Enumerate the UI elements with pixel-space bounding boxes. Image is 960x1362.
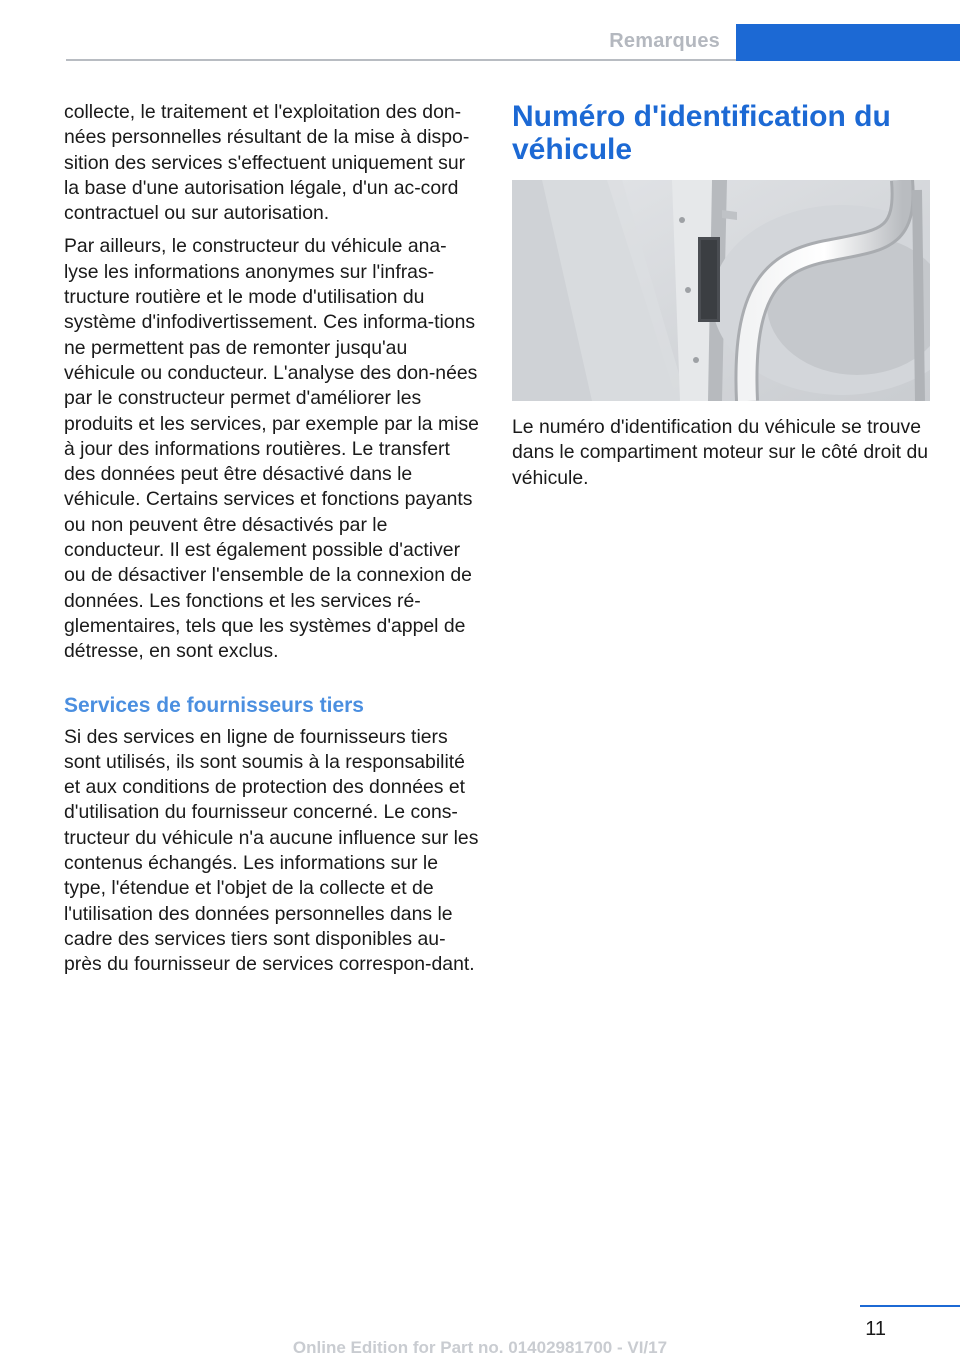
footer-rule <box>860 1305 960 1307</box>
engine-compartment-illustration-icon <box>512 180 930 401</box>
subheading-third-party-services: Services de fournisseurs tiers <box>64 693 364 717</box>
section-title: Remarques <box>609 30 720 52</box>
section-tab <box>736 24 960 61</box>
footer-edition-text: Online Edition for Part no. 01402981700 - VI/17 <box>292 1338 668 1357</box>
paragraph-anonymous-analysis: Par ailleurs, le constructeur du véhicule ana‐lyse les informations anonymes sur l'infras‐tructure routière et le mode d'utilisation du système d'infodivertissement. Ces informa‐tions ne permettent pas de remonter jusqu'au véhicule ou conducteur. L'analyse des don‐nées par le constructeur permet d'améliorer les produits et les services, par exemple par la mise à jour des informations routières. Le transfert des données peut être désactivé dans le véhicule. Certains services et fonctions payants ou non peuvent être désactivés par le conducteur. Il est également possible d'activer ou de désactiver l'ensemble de la connexion de données. Les fonctions et les services ré‐glementaires, tels que les systèmes d'appel de détresse, en sont exclus. <box>64 235 479 663</box>
paragraph-data-processing: collecte, le traitement et l'exploitation des don‐nées personnelles résultant de la mise à dispo‐sition des services s'effectuent uniquement sur la base d'une autorisation légale, d'un ac‐cord contractuel ou sur autorisation. <box>64 101 470 225</box>
header-rule <box>66 59 736 61</box>
paragraph-third-party-services: Si des services en ligne de fournisseurs tiers sont utilisés, ils sont soumis à la responsabilité et aux conditions de protection des données et d'utilisation du fournisseur concerné. Le cons‐tructeur du véhicule n'a aucune influence sur les contenus échangés. Les informations sur le type, l'étendue et l'objet de la collecte et de l'utilisation des données personnelles dans le cadre des services tiers sont disponibles au‐près du fournisseur de services correspon‐dant. <box>64 725 479 976</box>
left-column <box>64 100 480 986</box>
paragraph-vin-location: Le numéro d'identification du véhicule se trouve dans le compartiment moteur sur le côté droit du véhicule. <box>512 416 929 489</box>
page-number: 11 <box>865 1318 886 1340</box>
heading-vehicle-identification-number: Numéro d'identification du véhicule <box>512 100 891 166</box>
right-column <box>512 100 930 499</box>
